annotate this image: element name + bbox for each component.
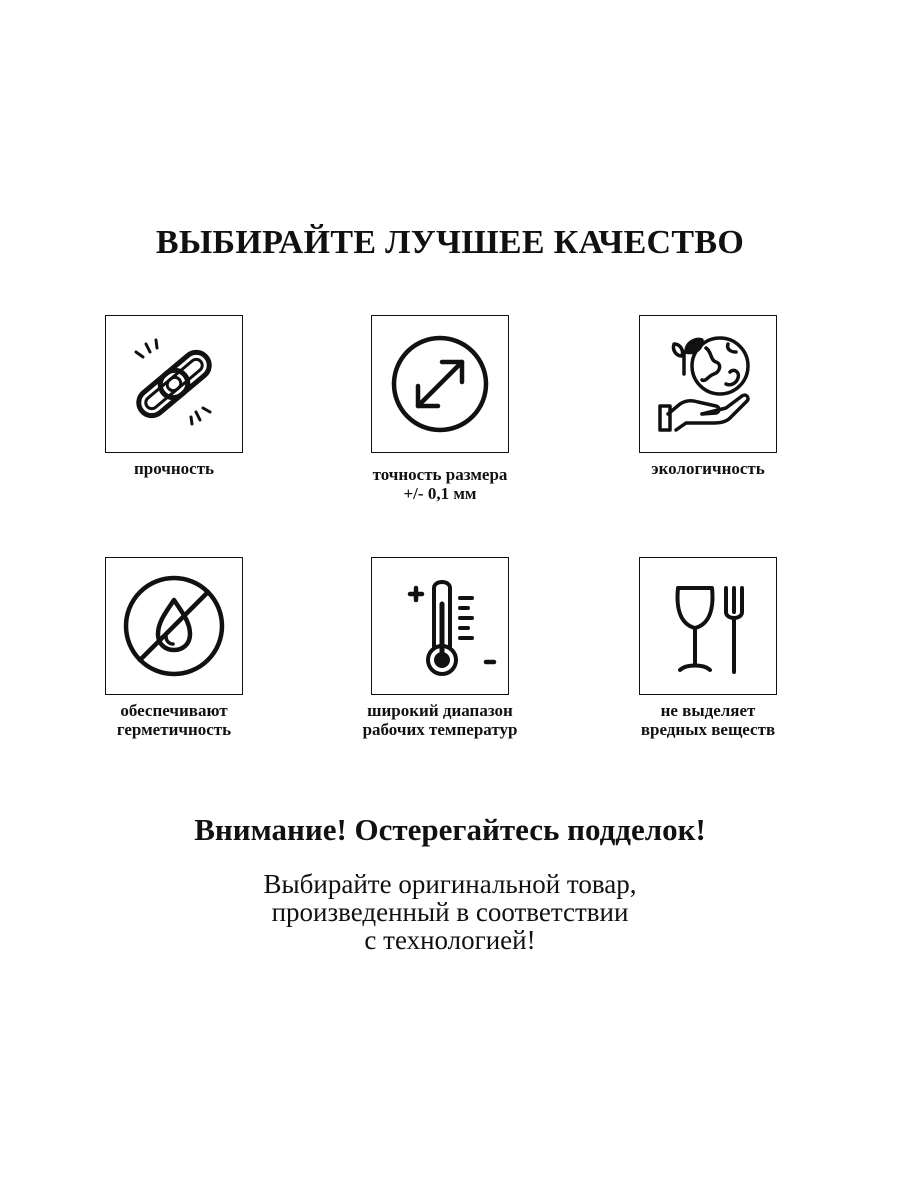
feature-icon-box bbox=[371, 315, 509, 453]
feature-icon-box bbox=[105, 557, 243, 695]
no-water-drop-icon bbox=[112, 564, 236, 688]
feature-label: экологичность bbox=[651, 459, 765, 478]
feature-icon-box bbox=[639, 315, 777, 453]
feature-label: широкий диапазон рабочих температур bbox=[362, 701, 518, 739]
feature-label: обеспечивают герметичность bbox=[116, 701, 232, 739]
feature-label: прочность bbox=[133, 459, 215, 478]
feature-icon-box bbox=[371, 557, 509, 695]
warning-text: Выбирайте оригинальной товар, произведенный в соответствии с технологией! bbox=[263, 869, 637, 955]
feature-label: не выделяет вредных веществ bbox=[640, 701, 776, 739]
warning-title: Внимание! Остерегайтесь подделок! bbox=[194, 812, 706, 847]
feature-ecology bbox=[598, 315, 818, 478]
diagonal-arrows-icon bbox=[378, 322, 502, 446]
feature-temperature-range bbox=[330, 557, 550, 739]
chain-link-icon bbox=[112, 322, 236, 446]
page-title: ВЫБИРАЙТЕ ЛУЧШЕЕ КАЧЕСТВО bbox=[155, 224, 745, 261]
feature-size-accuracy bbox=[330, 315, 550, 503]
feature-icon-box bbox=[639, 557, 777, 695]
feature-icon-box bbox=[105, 315, 243, 453]
feature-hermetic bbox=[64, 557, 284, 739]
thermometer-icon bbox=[378, 564, 502, 688]
globe-leaf-hand-icon bbox=[646, 322, 770, 446]
feature-label: точность размера +/- 0,1 мм bbox=[372, 465, 508, 503]
feature-strength bbox=[64, 315, 284, 478]
glass-fork-icon bbox=[646, 564, 770, 688]
feature-food-safe bbox=[598, 557, 818, 739]
